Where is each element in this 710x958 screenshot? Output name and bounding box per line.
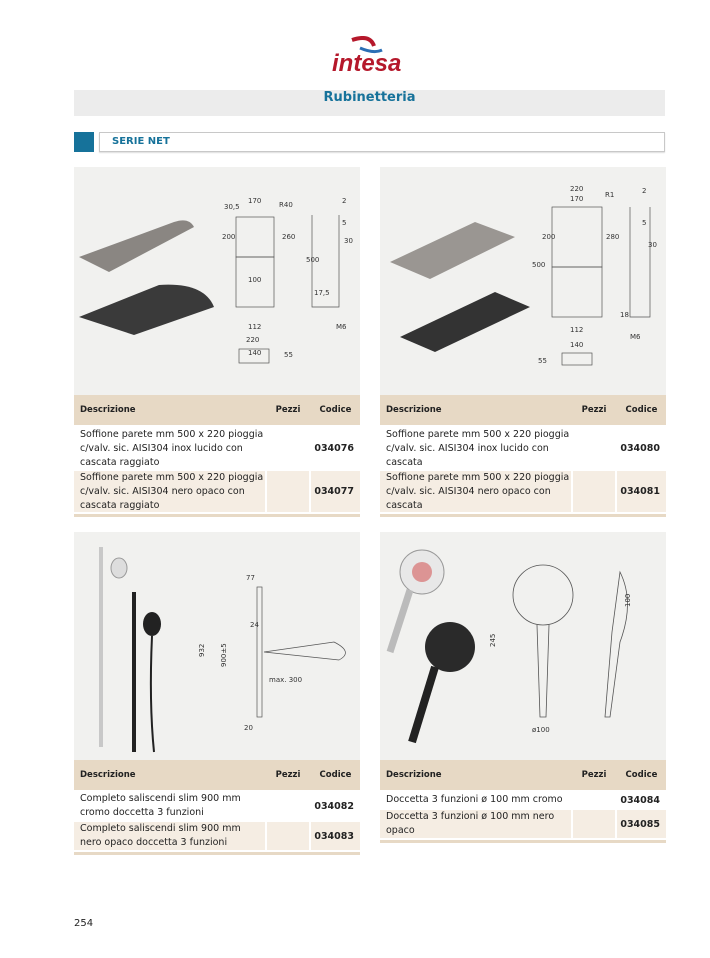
svg-text:140: 140	[570, 341, 584, 349]
svg-text:30,5: 30,5	[224, 203, 240, 211]
svg-text:100: 100	[248, 276, 262, 284]
series-title: SERIE NET	[99, 132, 665, 152]
svg-text:17,5: 17,5	[314, 289, 330, 297]
section-title: Rubinetteria	[74, 90, 665, 116]
logo-text: intesa	[332, 50, 402, 77]
svg-text:2: 2	[342, 197, 347, 205]
svg-text:260: 260	[282, 233, 296, 241]
svg-text:5: 5	[642, 219, 647, 227]
intesa-logo	[330, 36, 410, 82]
svg-text:900±5: 900±5	[220, 643, 228, 667]
table-row: Completo saliscendi slim 900 mm nero opaco doccetta 3 funzioni 034083	[74, 822, 360, 852]
col-desc: Descrizione	[80, 405, 136, 415]
svg-text:500: 500	[532, 261, 546, 269]
product-image-034084	[380, 532, 666, 760]
svg-text:ø100: ø100	[532, 726, 550, 734]
svg-text:220: 220	[246, 336, 260, 344]
table-row: Soffione parete mm 500 x 220 pioggia c/valv. sic. AISI304 nero opaco con cascata 034081	[380, 471, 666, 514]
svg-text:932: 932	[198, 643, 206, 657]
svg-text:112: 112	[248, 323, 262, 331]
svg-text:170: 170	[570, 195, 584, 203]
product-image-034082	[74, 532, 360, 760]
svg-text:112: 112	[570, 326, 584, 334]
svg-text:280: 280	[606, 233, 620, 241]
product-image-034076	[74, 167, 360, 395]
table-row: Doccetta 3 funzioni ø 100 mm cromo 034084	[380, 792, 666, 810]
svg-text:R1: R1	[605, 191, 615, 199]
svg-text:100: 100	[624, 593, 632, 607]
table-row: Soffione parete mm 500 x 220 pioggia c/valv. sic. AISI304 nero opaco con cascata raggiato 034077	[74, 471, 360, 514]
svg-text:24: 24	[250, 621, 259, 629]
product-table-4: Descrizione Pezzi Codice Doccetta 3 funzioni ø 100 mm cromo 034084 Doccetta 3 funzioni ø 100 mm nero opaco 034085	[380, 760, 666, 843]
table-row: Soffione parete mm 500 x 220 pioggia c/valv. sic. AISI304 inox lucido con cascata 034080	[380, 428, 666, 471]
table-row: Completo saliscendi slim 900 mm cromo doccetta 3 funzioni 034082	[74, 792, 360, 822]
svg-text:200: 200	[542, 233, 556, 241]
svg-text:245: 245	[489, 633, 497, 647]
table-row: Doccetta 3 funzioni ø 100 mm nero opaco 034085	[380, 810, 666, 840]
col-pezzi: Pezzi	[275, 405, 301, 415]
product-table-3: Descrizione Pezzi Codice Completo saliscendi slim 900 mm cromo doccetta 3 funzioni 034082 Completo saliscendi slim 900 mm nero opaco doccetta 3 funzioni 034083	[74, 760, 360, 855]
product-table-1	[74, 395, 360, 517]
svg-text:M6: M6	[630, 333, 641, 341]
svg-text:R40: R40	[279, 201, 293, 209]
series-marker	[74, 132, 94, 152]
svg-text:30: 30	[344, 237, 353, 245]
product-image-034080	[380, 167, 666, 395]
svg-text:77: 77	[246, 574, 255, 582]
svg-text:max. 300: max. 300	[269, 676, 303, 684]
svg-text:20: 20	[244, 724, 253, 732]
svg-text:220: 220	[570, 185, 584, 193]
product-table-2: Descrizione Pezzi Codice Soffione parete mm 500 x 220 pioggia c/valv. sic. AISI304 inox lucido con cascata 034080 Soffione parete mm 500 x 220 pioggia c/valv. sic. AISI304 nero opaco con cascata 034081	[380, 395, 666, 517]
svg-text:140: 140	[248, 349, 262, 357]
svg-text:55: 55	[284, 351, 293, 359]
col-codice: Codice	[319, 405, 352, 415]
svg-text:18: 18	[620, 311, 629, 319]
svg-text:M6: M6	[336, 323, 347, 331]
svg-text:170: 170	[248, 197, 262, 205]
svg-text:500: 500	[306, 256, 320, 264]
svg-text:30: 30	[648, 241, 657, 249]
svg-text:2: 2	[642, 187, 647, 195]
svg-text:5: 5	[342, 219, 347, 227]
page-number: 254	[74, 918, 94, 929]
svg-text:200: 200	[222, 233, 236, 241]
table-row: Soffione parete mm 500 x 220 pioggia c/valv. sic. AISI304 inox lucido con cascata raggiato 034076	[74, 428, 360, 471]
svg-text:55: 55	[538, 357, 547, 365]
